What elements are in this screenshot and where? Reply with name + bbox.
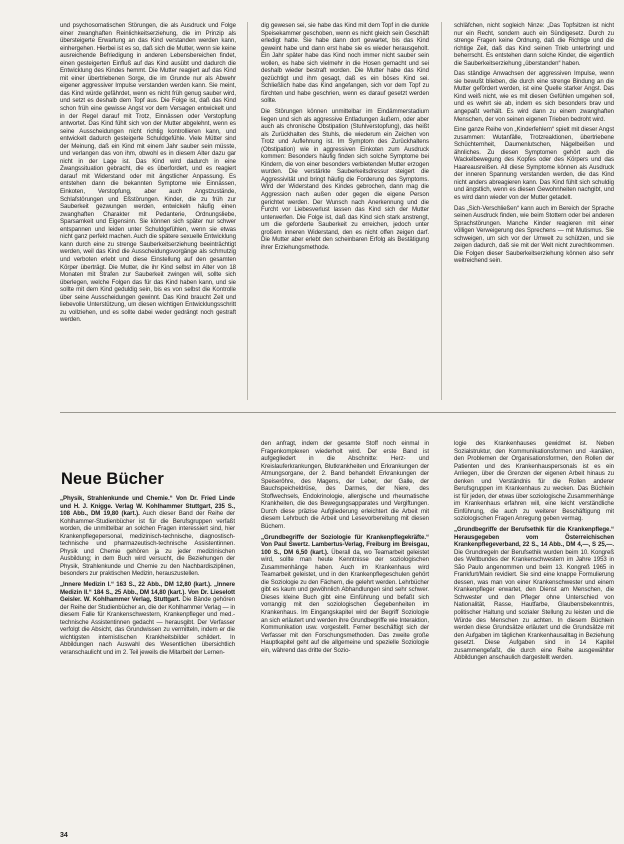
book-title: „Grundbegriffe der Berufsethik für die Krankenpflege.“ Herausgegeben vom Österreichischen Krankenpflegeverband, 22 S., 14 Abb., DM 4,—, S 25,—.	[454, 526, 614, 549]
book-review-text: Die Grundregeln der Berufsethik wurden beim 10. Kongreß des Weltbundes der Krankenschwestern im Jahre 1953 in São Paulo angenommen und beim 13. Kongreß 1965 in Frankfurt/Main revidiert. Sie sind eine knappe Formulierung dessen, was man von einer Krankenschwester und einem Krankenpfleger erwartet, den Dienst am Menschen, die Schwester und den Pfleger ohne Unterschied von Nationalität, Rasse, Hautfarbe, Glaubensbekenntnis, politischer Haltung und sozialer Stellung zu leisten und die Würde des Menschen zu achten. In diesem Büchlein werden diese Grundsätze erläutert und die Grundsätze mit den Aufgaben im täglichen Krankenhausalltag in Beziehung gesetzt. Diese Aufgaben sind in 14 Kapitel zusammengefaßt, die durch eine Reihe ausgewählter Abbildungen anschaulich dargestellt werden.	[454, 548, 614, 662]
section-heading: Neue Bücher	[61, 470, 164, 488]
top-column-2	[261, 22, 429, 400]
book-review-text: den anfragt, indem der gesamte Stoff noch einmal in Fragenkomplexen wiederholt wird. Der erste Band ist aufgegliedert in die Abschnitte: Herz- und Kreislauferkrankungen, Blutkrankheiten und Erkrankungen der Atmungsorgane, der 2. Band behandelt Erkrankungen der Speiseröhre, des Magens, der Leber, der Galle, der Bauchspeicheldrüse, des Darmes, der Niere, des Stoffwechsels, Endokrinologie, allergische und rheumatische Krankheiten, die des Bewegungsapparates und Vergiftungen. Durch diese präzise Aufgliederung erleichtert die Arbeit mit diesem Lehrbuch die Arbeit und Lesevorbereitung mit diesen Büchern.	[261, 440, 429, 531]
top-col2-para-2: Die Störungen können unmittelbar im Eindämmerstadium liegen und sich als aggressive Entladungen äußern, oder aber auch als chronische Obstipation (Stuhlverstopfung), das heißt als Zurückhalten des Stuhls, die wiederum ein Zeichen von Trotz und Auflehnung ist. Im Symptom des Zurückhaltens (Obstipation) wie in aggressiven Einkoten zum Ausdruck kommen: Besonders häufig finden sich solche Symptome bei Kindern, die von einer besonders verbietenden Mutter erzogen wurden. Die verstärkte Sauberkeitsdressur steigert die Aggressivität und bringt häufig die Forderung des Symptoms. Wird der Widerstand des Kindes gebrochen, dann mag die Aggression nach außen oder gegen die eigene Person gerichtet werden. Der Wunsch nach Anerkennung und die Furcht vor Liebesverlust lassen das Kind sich der Mutter unterwerfen. Die Folge ist, daß das Kind sich stark anstrengt, um die geforderte Sauberkeit zu erreichen, jedoch unter großem inneren Widerstand, den es nicht offen zeigen darf. Die Mutter aber erlebt den scheinbaren Erfolg als Bestätigung ihrer Erziehungsmethode.	[261, 108, 429, 251]
book-review-text: logie des Krankenhauses gewidmet ist. Neben Sozialstruktur, den Kommunikationsformen und -kanälen, den Problemen der Organisationsformen, den Rollen der Patienten und des Krankenhauspersonals ist es ein Anliegen, über die Grenzen der eigenen Arbeit hinaus zu denken und Verständnis für die Rollen anderer Berufsgruppen im Krankenhaus zu wecken. Das Büchlein ist für jeden, der etwas über soziologische Zusammenhänge im Krankenhaus erfahren will, eine leicht verständliche Einführung, die auch zu weiterer Beschäftigung mit soziologischen Fragen Anregung geben vermag.	[454, 440, 614, 523]
section-divider	[60, 412, 616, 413]
top-col2-para-1: dig gewesen sei, sie habe das Kind mit dem Topf in die dunkle Speisekammer geschoben, wenn es nicht gleich sein Geschäft erledigt hatte. Sie habe dann dort gewartet, bis das Kind geweint habe und dann erst habe sie es wieder herausgeholt. Ein Jahr später habe das Kind noch immer nicht sauber sein wollen, es habe sich vielmehr in die Hosen gemacht und sei deshalb wieder bestraft worden. Die Mutter habe das Kind gezüchtigt und ihm gesagt, daß es ein böses Kind sei. Schließlich habe das Kind angefangen, sich vor dem Topf zu fürchten und habe geschrien, wenn es darauf gesetzt werden sollte.	[261, 22, 429, 105]
book-review-3	[261, 534, 429, 655]
book-review-text: Überall da, wo Teamarbeit geleistet wird, sollte man heute Kenntnisse der soziologischen Zusammenhänge haben. Auch im Krankenhaus wird Teamarbeit geleistet, und in den Krankenpflegeschulen gehört die Soziologie zu den Fächern, die gelehrt werden. Lehrbücher gibt es kaum und gewöhnlich Abhandlungen sind sehr schwer. Dieses kleine Buch gibt eine Einführung und befaßt sich vorrangig mit den soziologischen Gegebenheiten im Krankenhaus. Im Eingangskapitel wird der Begriff Soziologie an sich erläutert und werden ihre Grundbegriffe wie Interaktion, Kommunikation usw. vorgestellt. Ferner beschäftigt sich der Verfasser mit den Forschungsmethoden. Das zweite große Hauptkapitel geht auf die allgemeine und spezielle Soziologie ein, während das dritte der Sozio-	[261, 548, 429, 654]
top-col3-para-4: Das „Sich-Verschließen“ kann auch im Bereich der Sprache seinen Ausdruck finden, wie beim Stottern oder bei anderen Sprachstörungen. Manche Kinder reagieren mit einer völligen Verweigerung des Sprechens — mit Mutismus. Sie schweigen, um sich vor der Umwelt zu schützen, und sie zeigen dadurch, daß sie mit der Welt nicht zurechtkommen. Die Folgen dieser Sauberkeitserziehung können also sehr weitreichend sein.	[454, 204, 614, 265]
top-col1-para-1: und psychosomatischen Störungen, die als Ausdruck und Folge einer zwanghaften Reinlichkeitserziehung, die im Prinzip als übersteigerte Erwartung an das Kind verstanden werden kann, einhergehen. Hierbei ist es so, daß sich die Mutter, wenn sie keine ausreichende Befriedigung in anderen Lebensbereichen findet, einen gesteigerten Einfluß auf das Kind ausübt und dadurch die Entwicklung des Kindes hemmt. Die Mutter reagiert auf das Kind mit einer übertriebenen Sorge, die im Grunde nur als Abwehr eigener aggressiver Impulse verstanden werden kann. Sie meint, das Kind würde gefährdet, wenn es nicht früh genug sauber wird, und setzt es deshalb dem Topf aus. Die Folge ist, daß das Kind schon früh eine gewisse Angst vor dem Versagen entwickelt und in der Regel darauf mit Trotz, Einnässen oder Verstopfung antwortet. Das Kind fühlt sich von der Mutter abgelehnt, wenn es seine Ausscheidungen nicht richtig kontrollieren kann, und entwickelt dadurch gesteigerte Schuldgefühle. Viele Mütter sind der Meinung, daß ein Kind mit einem Jahr sauber sein müsste, und verlangen das von ihm, obwohl es in diesem Alter dazu gar nicht in der Lage ist. Das Kind wird dadurch in eine Zwangssituation gebracht, die es überfordert, und es reagiert darauf mit Widerstand oder mit ängstlicher Anpassung. Es entstehen dann die bekannten Symptome wie Einnässen, Einkoten, Verstopfung, aber auch Angstzustände, Schlafstörungen und Eßstörungen. Kinder, die zu früh zur Sauberkeit gezwungen werden, entwickeln häufig einen zwanghaften Charakter mit Pedanterie, Ordnungsliebe, Sparsamkeit und Eigensinn. Sie können sich später nur schwer entspannen und leiden unter Schuldgefühlen, wenn sie etwas nicht ganz perfekt machen. Auch die spätere sexuelle Entwicklung kann durch eine zu strenge Sauberkeitserziehung beeinträchtigt werden, weil das Kind die Ausscheidungsvorgänge als schmutzig und verboten erlebt und diese Einstellung auf den gesamten Körper überträgt. Die Mutter, die ihr Kind selbst im Alter von 18 Monaten mit Strafen zur Sauberkeit zwingen will, sollte sich überlegen, welche Folgen das für das Kind haben kann, und sie sollte mit dem Kind geduldig sein, bis es von selbst die Kontrolle über seine Ausscheidungen gewinnt. Das Kind braucht Zeit und liebevolle Unterstützung, um diesen wichtigen Entwicklungsschritt zu vollziehen, und es sollte dabei weder gedrängt noch gestraft werden.	[60, 22, 236, 324]
book-review-continuation	[261, 440, 429, 531]
book-title: „Innere Medizin I.“ 163 S., 22 Abb., DM 12,80 (kart.). „Innere Medizin II.“ 184 S., 25 Abb., DM 14,80 (kart.). Von Dr. Lieselott Geisler. W. Kohlhammer Verlag, Stuttgart.	[60, 581, 235, 604]
book-review-1	[60, 495, 235, 578]
page-number: 34	[60, 832, 68, 839]
book-review-4	[454, 526, 614, 662]
top-column-1	[60, 22, 236, 400]
book-title: „Grundbegriffe der Soziologie für Krankenpflegekräfte.“ Von Paul Swertz. Lambertus-Verlag, Freiburg im Breisgau, 100 S., DM 6,50 (kart.).	[261, 533, 429, 556]
column-rule	[247, 22, 248, 400]
book-review-2	[60, 581, 235, 656]
books-column-2	[261, 440, 429, 815]
book-title: „Physik, Strahlenkunde und Chemie.“ Von Dr. Fried Linde und H. J. Knigge. Verlag W. Kohlhammer Stuttgart, 235 S., 108 Abb., DM 19,80 (kart.).	[60, 495, 235, 518]
top-column-3	[454, 22, 614, 400]
top-col3-para-1: schläfchen, nicht sogleich Ninze: „Das Topfsitzen ist nicht nur ein Recht, sondern auch ein Sündigesetz. Durch zu strenge Fragen keine Ordnung, daß die Richtige und die richtige Zeit, daß das Kind seinen Trieb unterbringt und beherrscht. Es entstehen dann solche Kinder, die eigentlich die Sauberkeitserziehung „überstanden“ haben.	[454, 22, 614, 67]
top-col3-para-2: Das ständige Anwachsen der aggressiven Impulse, wenn sie bewußt blieben, die durch eine strenge Bindung an die Mutter gefördert werden, ist eine Quelle starker Angst. Das Kind weiß nicht, wie es mit diesen Gefühlen umgehen soll, und es wehrt sie ab, indem es sich besonders brav und angepaßt verhält. Es wird dann zu einem zwanghaften Menschen, der von seinen eigenen Trieben bedroht wird.	[454, 70, 614, 123]
book-review-text: Auch dieser Band der Reihe der Kohlhammer-Studienbücher ist für die Berufsgruppen verfaßt worden, die unmittelbar an solchen Fragen interessiert sind, hier Krankenpflegepersonal, medizinisch-technische, diagnostisch-technische und pharmazeutisch-technische Assistentinnen. Physik und Chemie gehören ja zu jeder medizinischen Ausbildung; in dem Buch wird versucht, die Beziehungen der Physik, Strahlenkunde und Chemie zu den Nachbardisziplinen, besonders zur praktischen Medizin, herauszustellen.	[60, 510, 235, 578]
top-col3-para-3: Eine ganze Reihe von „Kinderfehlern“ spielt mit dieser Angst zusammen: Wutanfälle, Trotzreaktionen, übertriebene Schüchternheit, Daumenlutschen, Nägelbeißen und ähnliches. Zu diesen Symptomen gehört auch die Wackelbewegung des Kopfes oder des Körpers und das Haareausreißen. All diese Symptome können als Ausdruck der inneren Spannung verstanden werden, die das Kind nicht anders abreagieren kann. Das Kind fühlt sich schuldig und ängstlich, wenn es diesen Gewohnheiten nachgibt, und es wird dann wieder von der Mutter getadelt.	[454, 126, 614, 202]
book-review-continuation	[454, 440, 614, 523]
books-column-3	[454, 440, 614, 815]
book-review-text: Die Bände gehören der Reihe der Studienbücher an, die der Kohlhammer Verlag — in diesem Falle für Krankenschwestern, Krankenpfleger und med.-technische Assistentinnen gedacht — herausgibt. Der Verfasser verfolgt die Absicht, das Grundwissen zu vermitteln, indem er die wichtigsten internistischen Krankheitsbilder schildert. In Abbildungen nach Auswahl des Wesentlichen übersichtlich veranschaulicht und im 2. Teil jeweils die Mitarbeit der Lernen-	[60, 596, 235, 656]
books-column-1	[60, 495, 235, 815]
column-rule	[441, 22, 442, 400]
